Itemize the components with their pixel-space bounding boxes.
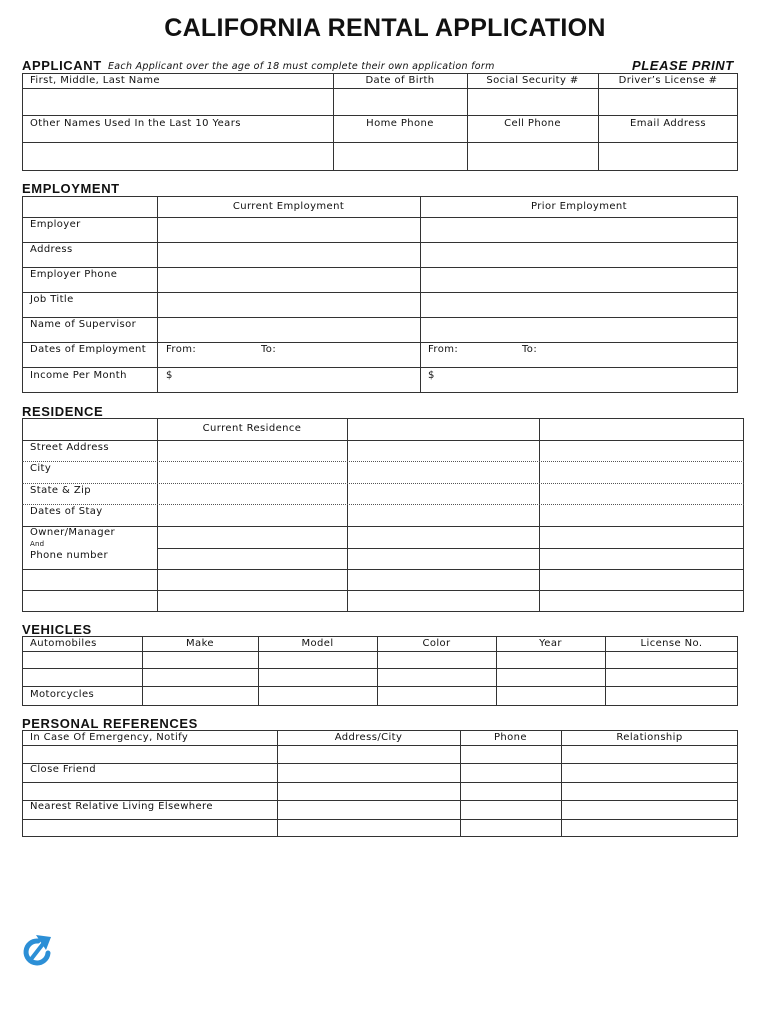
ssn-label: Social Security # (486, 75, 579, 86)
references-table (22, 730, 738, 837)
current-street-address-field[interactable] (158, 441, 346, 460)
applicant-note: Each Applicant over the age of 18 must complete their own application form (108, 61, 495, 72)
street-address-label: Street Address (30, 442, 109, 453)
vehicles-heading: VEHICLES (22, 622, 92, 637)
owner-manager-label: Owner/Manager (30, 527, 116, 538)
cell-phone-field[interactable] (468, 143, 597, 170)
date-of-birth-label: Date of Birth (365, 75, 435, 86)
phone-header: Phone (494, 732, 527, 743)
residence-heading: RESIDENCE (22, 404, 104, 419)
page-title: CALIFORNIA RENTAL APPLICATION (164, 14, 606, 42)
email-address-label: Email Address (630, 118, 706, 129)
city-label: City (30, 463, 52, 474)
current-employer-field[interactable] (158, 218, 419, 241)
close-friend-label: Close Friend (30, 764, 96, 775)
current-to-label: To: (261, 344, 277, 355)
nearest-relative-label: Nearest Relative Living Elsewhere (30, 801, 213, 812)
model-header: Model (301, 638, 334, 649)
job-title-label: Job Title (30, 294, 74, 305)
automobiles-label: Automobiles (30, 638, 97, 649)
home-phone-field[interactable] (334, 143, 466, 170)
email-address-field[interactable] (599, 143, 737, 170)
state-zip-label: State & Zip (30, 485, 92, 496)
references-heading: PERSONAL REFERENCES (22, 716, 198, 731)
prior-to-label: To: (522, 344, 538, 355)
current-from-label: From: (166, 344, 197, 355)
year-header: Year (539, 638, 562, 649)
residence-table (22, 418, 744, 612)
prior-employment-header: Prior Employment (531, 201, 627, 212)
and-label: And (30, 540, 45, 548)
employment-heading: EMPLOYMENT (22, 181, 120, 196)
full-name-field[interactable] (23, 89, 332, 114)
make-header: Make (186, 638, 214, 649)
phone-number-label: Phone number (30, 550, 108, 561)
drivers-license-field[interactable] (599, 89, 737, 114)
ssn-field[interactable] (468, 89, 597, 114)
current-employment-header: Current Employment (232, 201, 345, 212)
other-names-field[interactable] (23, 143, 332, 170)
license-no-header: License No. (640, 638, 703, 649)
drivers-license-label: Driver’s License # (618, 75, 718, 86)
income-per-month-label: Income Per Month (30, 370, 127, 381)
full-name-label: First, Middle, Last Name (30, 75, 160, 86)
prior-employer-field[interactable] (421, 218, 737, 241)
dates-of-stay-label: Dates of Stay (30, 506, 103, 517)
motorcycles-label: Motorcycles (30, 689, 95, 700)
date-of-birth-field[interactable] (334, 89, 466, 114)
current-income-currency: $ (166, 370, 173, 381)
prior-income-currency: $ (428, 370, 435, 381)
employer-label: Employer (30, 219, 81, 230)
current-residence-header: Current Residence (202, 423, 302, 434)
arrow-logo-icon (22, 933, 52, 969)
address-city-header: Address/City (334, 732, 403, 743)
employer-address-label: Address (30, 244, 73, 255)
home-phone-label: Home Phone (366, 118, 434, 129)
prior-from-label: From: (428, 344, 459, 355)
supervisor-label: Name of Supervisor (30, 319, 137, 330)
dates-of-employment-label: Dates of Employment (30, 344, 147, 355)
relationship-header: Relationship (616, 732, 683, 743)
cell-phone-label: Cell Phone (504, 118, 561, 129)
other-names-label: Other Names Used In the Last 10 Years (30, 118, 241, 129)
employer-phone-label: Employer Phone (30, 269, 118, 280)
emergency-contact-label: In Case Of Emergency, Notify (30, 732, 189, 743)
please-print-label: PLEASE PRINT (632, 58, 734, 73)
color-header: Color (422, 638, 451, 649)
applicant-heading: APPLICANT (22, 58, 102, 73)
